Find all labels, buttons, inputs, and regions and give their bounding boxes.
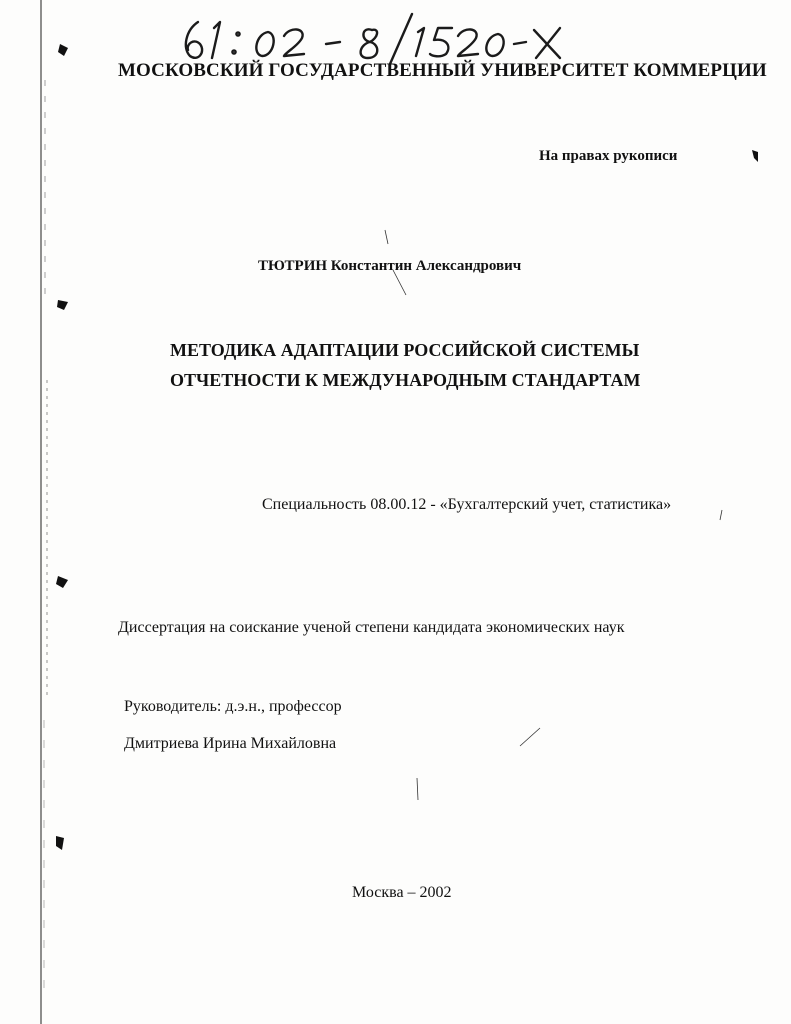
specialty: Специальность 08.00.12 - «Бухгалтерский учет, статистика» <box>262 496 672 513</box>
scan-edge-artifact <box>38 0 50 1024</box>
degree-statement: Диссертация на соискание ученой степени кандидата экономических наук <box>118 619 625 636</box>
university-name: МОСКОВСКИЙ ГОСУДАРСТВЕННЫЙ УНИВЕРСИТЕТ КОММЕРЦИИ <box>118 60 767 81</box>
supervisor-role: Руководитель: д.э.н., профессор <box>124 698 342 715</box>
dissertation-title-line-1: МЕТОДИКА АДАПТАЦИИ РОССИЙСКОЙ СИСТЕМЫ <box>170 340 640 360</box>
dissertation-title-line-2: ОТЧЕТНОСТИ К МЕЖДУНАРОДНЫМ СТАНДАРТАМ <box>170 370 641 390</box>
author-surname: ТЮТРИН <box>258 258 328 274</box>
manuscript-rights-notice: На правах рукописи <box>539 148 678 164</box>
author-name <box>258 258 521 275</box>
author-given-names: Константин Александрович <box>330 258 522 274</box>
supervisor-name: Дмитриева Ирина Михайловна <box>124 735 337 752</box>
place-and-year: Москва – 2002 <box>352 884 452 901</box>
